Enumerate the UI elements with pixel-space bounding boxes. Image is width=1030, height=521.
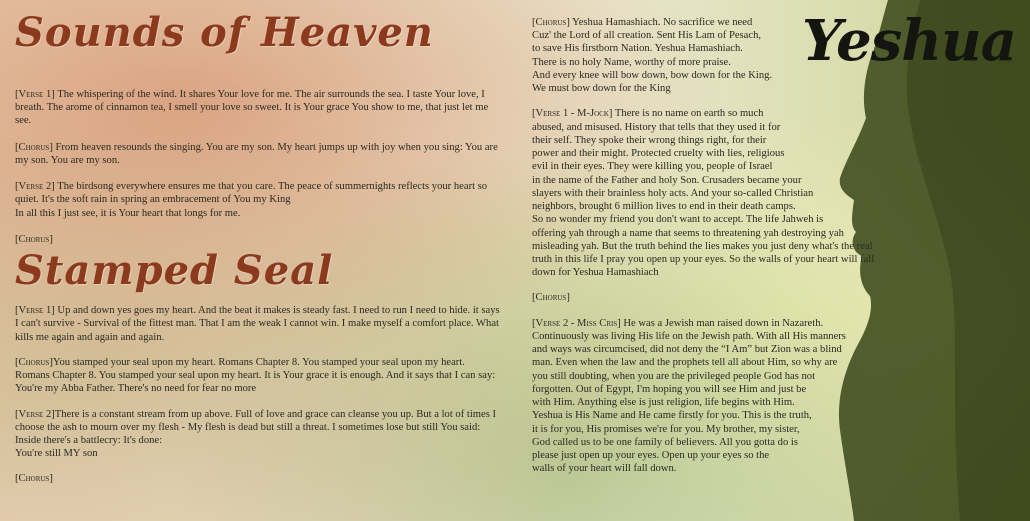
yeshua-verse2 (532, 317, 902, 476)
s1-verse2 (15, 180, 500, 220)
yeshua-verse1 (532, 107, 902, 279)
s2-end-chorus-tag: [Chorus] (15, 473, 53, 485)
s2-verse2-text: There is a constant stream from up above. Full of love and grace can cleanse you up. But a lot of times I choose the ash to mourn over my flesh - My flesh is dead but still a threat. I sometimes lose but still You said: Inside there's a battlecry: It's done: You're still MY son (15, 408, 497, 460)
yeshua-title: Yeshua (802, 8, 1016, 74)
yeshua-chorus (532, 16, 902, 95)
s1-verse1-tag: [Verse 1] (15, 89, 55, 100)
s1-verse1-text: The whispering of the wind. It shares Your love for me. The air surrounds the sea. I taste Your love, I breath. The arome of cinnamon tea, I smell your love so sweet. It is Your grace You show to me, that just let me see. (15, 89, 489, 127)
s2-verse1-text: Up and down yes goes my heart. And the beat it makes is steady fast. I need to run I need to hide. it says I can't survive - Survival of the fittest man. That I am the weak I cannot win. I make myself a comfort place. What kills me again and again and again. (15, 305, 500, 343)
s1-chorus-tag: [Chorus] (15, 141, 53, 153)
right-lyrics-panel (532, 0, 902, 476)
s1-chorus-text: From heaven resounds the singing. You are my son. My heart jumps up with joy when you sing: You are my son. You are my son. (15, 141, 498, 166)
s2-verse1-tag: [Verse 1] (15, 305, 55, 317)
s1-end-chorus-tag: [Chorus] (15, 233, 53, 245)
s1-chorus (15, 141, 500, 167)
yeshua-mid-chorus-tag: [Chorus] (532, 292, 570, 304)
stamped-seal-title: Stamped Seal (15, 247, 334, 295)
yeshua-chorus-tag: [Chorus] (532, 17, 570, 28)
s1-verse2-text: The birdsong everywhere ensures me that you care. The peace of summernights reflects your heart so quiet. It's the soft rain in spring an embracement of You my King In all this I just see, it is Your heart that longs for me. (15, 181, 488, 219)
left-lyrics-panel (15, 0, 500, 486)
yeshua-verse2-tag: [Verse 2 - Miss Cris] (532, 317, 621, 329)
s2-chorus (15, 356, 500, 396)
s2-verse2 (15, 408, 500, 461)
sounds-of-heaven-title: Sounds of Heaven (15, 9, 434, 56)
s2-chorus-tag: [Chorus] (15, 356, 53, 368)
s1-verse2-tag: [Verse 2] (15, 181, 55, 193)
s1-verse1 (15, 88, 500, 128)
s2-chorus-text: You stamped your seal upon my heart. Romans Chapter 8. You stamped your seal upon my heart. Romans Chapter 8. You stamped your seal upon my heart. It is Your grace it is enough. And it says that I can say: You're my Abba Father. There's no need for fear no more (15, 356, 496, 395)
yeshua-verse1-tag: [Verse 1 - M-Jock] (532, 108, 613, 120)
s2-verse1 (15, 304, 500, 344)
yeshua-chorus-text: Yeshua Hamashiach. No sacrifice we need Cuz' the Lord of all creation. Sent His Lam of Pesach, to save His firstborn Nation. Yeshua Hamashiach. There is no holy Name, worthy of more praise. And every knee will bow down, bow down for the King. We must bow down for the King (532, 17, 773, 95)
yeshua-verse1-text: There is no name on earth so much abused, and misused. History that tells that they used it for their self. They spoke their wrong things right, for their power and their might. Protected cruelty with lies, religious evil in their eyes. They were killing you, people of Israel in the name of the Father and holy Son. Crusaders became your slayers with their brainless holy acts. And your so-called Christian neighbors, brought 6 million lives to end in their death camps. So no wonder my friend you don't want to accept. The life Jahweh is offering yah through a name that seems to threatening yah destroying yah misleading yah. But the truth behind the lies makes you just deny what's the real truth in this life I pray you open up your eyes. So the walls of your heart will fall down for Yeshua Hamashiach (532, 108, 875, 279)
s2-verse2-tag: [Verse 2] (15, 408, 55, 420)
yeshua-verse2-text: He was a Jewish man raised down in Nazareth. Continuously was living His life on the Jewish path. With all His manners and ways was circumcised, did not deny the “I Am” but Zion was a blind man. Even when the law and the prophets tell all about Him, so why are you still doubting, when you are the privileged people God has not forgotten. Out of Egypt, I'm hoping you will see Him and just be with Him. Anything else is just religion, life begins with Him. Yeshua is His Name and He came firstly for you. This is the truth, it is for you, His promises we're for you. My brother, my sister, God called us to be one family of believers. All you gotta do is please just open up your eyes. Open up your eyes so the walls of your heart will fall down. (532, 317, 846, 475)
